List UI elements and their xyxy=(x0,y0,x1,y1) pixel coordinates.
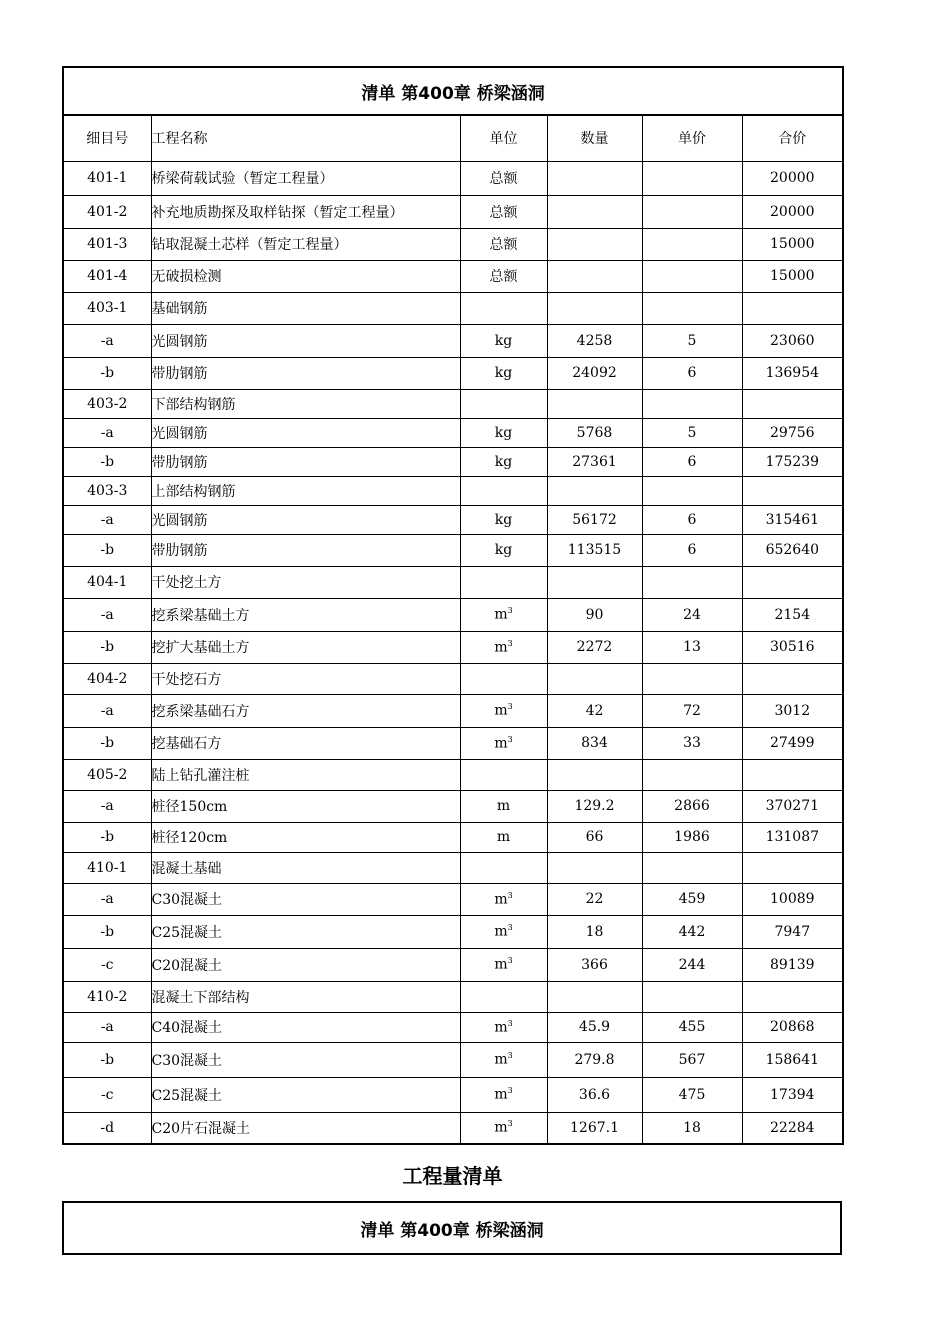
item-name: 基础钢筋 xyxy=(151,292,460,324)
item-total: 89139 xyxy=(742,948,843,981)
table-row xyxy=(63,534,843,566)
table-row xyxy=(63,790,843,822)
item-unit-price: 475 xyxy=(642,1077,742,1112)
item-code: 410-1 xyxy=(63,852,151,883)
item-unit-price: 33 xyxy=(642,727,742,759)
table-row xyxy=(63,822,843,852)
item-total: 652640 xyxy=(742,534,843,566)
item-code: -b xyxy=(63,631,151,663)
item-name: 光圆钢筋 xyxy=(151,505,460,534)
item-quantity: 129.2 xyxy=(547,790,642,822)
item-name: 混凝土基础 xyxy=(151,852,460,883)
table-row xyxy=(63,228,843,260)
item-name: 干处挖石方 xyxy=(151,663,460,694)
item-unit: kg xyxy=(460,505,547,534)
item-code: -a xyxy=(63,598,151,631)
item-unit: kg xyxy=(460,534,547,566)
item-name: 挖基础石方 xyxy=(151,727,460,759)
item-quantity xyxy=(547,389,642,418)
table-row xyxy=(63,727,843,759)
item-quantity xyxy=(547,566,642,598)
item-quantity: 66 xyxy=(547,822,642,852)
item-unit-price xyxy=(642,292,742,324)
item-code: -b xyxy=(63,357,151,389)
item-unit xyxy=(460,759,547,790)
item-quantity xyxy=(547,759,642,790)
item-total: 15000 xyxy=(742,228,843,260)
item-unit-price xyxy=(642,476,742,505)
item-name: 带肋钢筋 xyxy=(151,447,460,476)
item-unit: $m^3$ xyxy=(460,1077,547,1112)
item-unit-price: 18 xyxy=(642,1112,742,1144)
item-quantity: 4258 xyxy=(547,324,642,357)
item-total xyxy=(742,852,843,883)
item-unit-price: 442 xyxy=(642,915,742,948)
item-unit xyxy=(460,476,547,505)
table-row xyxy=(63,566,843,598)
item-unit: $m^3$ xyxy=(460,694,547,727)
table-row xyxy=(63,631,843,663)
item-name: C25混凝土 xyxy=(151,915,460,948)
item-code: -b xyxy=(63,822,151,852)
item-unit-price xyxy=(642,566,742,598)
item-quantity: 36.6 xyxy=(547,1077,642,1112)
item-total: 20868 xyxy=(742,1012,843,1042)
next-table-title: 清单 第400章 桥梁涵洞 xyxy=(62,1201,842,1255)
item-quantity xyxy=(547,476,642,505)
table-row xyxy=(63,1042,843,1077)
item-unit xyxy=(460,663,547,694)
table-row xyxy=(63,389,843,418)
item-unit-price: 244 xyxy=(642,948,742,981)
item-unit-price: 5 xyxy=(642,418,742,447)
item-unit-price: 1986 xyxy=(642,822,742,852)
item-name: 混凝土下部结构 xyxy=(151,981,460,1012)
item-unit xyxy=(460,292,547,324)
header-name: 工程名称 xyxy=(151,115,460,161)
item-code: 410-2 xyxy=(63,981,151,1012)
item-total: 175239 xyxy=(742,447,843,476)
item-quantity: 27361 xyxy=(547,447,642,476)
item-name: C25混凝土 xyxy=(151,1077,460,1112)
item-code: 405-2 xyxy=(63,759,151,790)
item-unit-price: 5 xyxy=(642,324,742,357)
item-quantity xyxy=(547,852,642,883)
item-quantity xyxy=(547,195,642,228)
item-total: 131087 xyxy=(742,822,843,852)
item-total: 136954 xyxy=(742,357,843,389)
item-unit: 总额 xyxy=(460,161,547,195)
table-row xyxy=(63,663,843,694)
item-unit-price: 24 xyxy=(642,598,742,631)
item-code: -a xyxy=(63,324,151,357)
item-unit-price: 455 xyxy=(642,1012,742,1042)
item-total: 315461 xyxy=(742,505,843,534)
item-quantity: 834 xyxy=(547,727,642,759)
item-code: -a xyxy=(63,1012,151,1042)
item-name: 挖系梁基础石方 xyxy=(151,694,460,727)
item-total: 2154 xyxy=(742,598,843,631)
item-quantity xyxy=(547,663,642,694)
table-row xyxy=(63,981,843,1012)
item-name: 挖扩大基础土方 xyxy=(151,631,460,663)
item-unit: m xyxy=(460,790,547,822)
item-unit xyxy=(460,852,547,883)
header-quantity: 数量 xyxy=(547,115,642,161)
item-quantity xyxy=(547,228,642,260)
item-code: -b xyxy=(63,915,151,948)
item-unit-price: 6 xyxy=(642,534,742,566)
table-row xyxy=(63,852,843,883)
item-name: 挖系梁基础土方 xyxy=(151,598,460,631)
item-quantity: 24092 xyxy=(547,357,642,389)
table-row xyxy=(63,694,843,727)
item-code: -c xyxy=(63,948,151,981)
item-unit: $m^3$ xyxy=(460,727,547,759)
item-total xyxy=(742,663,843,694)
item-unit-price: 459 xyxy=(642,883,742,915)
item-quantity: 18 xyxy=(547,915,642,948)
item-total xyxy=(742,476,843,505)
item-name: 光圆钢筋 xyxy=(151,324,460,357)
item-total: 3012 xyxy=(742,694,843,727)
item-total xyxy=(742,981,843,1012)
table-row xyxy=(63,324,843,357)
item-unit-price xyxy=(642,161,742,195)
item-unit-price: 13 xyxy=(642,631,742,663)
item-total: 15000 xyxy=(742,260,843,292)
item-code: 403-3 xyxy=(63,476,151,505)
item-total xyxy=(742,759,843,790)
item-code: 401-1 xyxy=(63,161,151,195)
item-name: 桩径150cm xyxy=(151,790,460,822)
item-name: C40混凝土 xyxy=(151,1012,460,1042)
table-row xyxy=(63,161,843,195)
item-code: -b xyxy=(63,727,151,759)
item-quantity xyxy=(547,292,642,324)
item-unit: $m^3$ xyxy=(460,1012,547,1042)
item-unit-price xyxy=(642,663,742,694)
item-total: 17394 xyxy=(742,1077,843,1112)
item-name: C20片石混凝土 xyxy=(151,1112,460,1144)
item-unit: 总额 xyxy=(460,260,547,292)
item-unit-price: 567 xyxy=(642,1042,742,1077)
item-quantity: 56172 xyxy=(547,505,642,534)
item-unit-price: 6 xyxy=(642,357,742,389)
table-row xyxy=(63,598,843,631)
item-code: -c xyxy=(63,1077,151,1112)
table-title: 清单 第400章 桥梁涵洞 xyxy=(63,67,843,115)
item-name: 无破损检测 xyxy=(151,260,460,292)
item-quantity: 45.9 xyxy=(547,1012,642,1042)
item-name: C30混凝土 xyxy=(151,883,460,915)
item-total: 30516 xyxy=(742,631,843,663)
item-unit: $m^3$ xyxy=(460,948,547,981)
item-code: -b xyxy=(63,1042,151,1077)
item-code: -a xyxy=(63,883,151,915)
item-unit: $m^3$ xyxy=(460,598,547,631)
item-code: -b xyxy=(63,447,151,476)
item-code: 404-1 xyxy=(63,566,151,598)
item-total: 20000 xyxy=(742,195,843,228)
item-name: 干处挖土方 xyxy=(151,566,460,598)
item-total: 20000 xyxy=(742,161,843,195)
item-quantity: 113515 xyxy=(547,534,642,566)
item-name: 带肋钢筋 xyxy=(151,357,460,389)
item-code: 401-4 xyxy=(63,260,151,292)
table-title-row xyxy=(63,67,843,115)
item-unit-price: 2866 xyxy=(642,790,742,822)
item-name: 光圆钢筋 xyxy=(151,418,460,447)
table-row xyxy=(63,915,843,948)
item-unit: $m^3$ xyxy=(460,1042,547,1077)
item-quantity: 90 xyxy=(547,598,642,631)
item-unit: kg xyxy=(460,447,547,476)
table-row xyxy=(63,1112,843,1144)
item-unit: 总额 xyxy=(460,228,547,260)
item-code: -a xyxy=(63,790,151,822)
table-row xyxy=(63,759,843,790)
item-quantity: 1267.1 xyxy=(547,1112,642,1144)
item-unit-price xyxy=(642,260,742,292)
item-quantity: 42 xyxy=(547,694,642,727)
item-unit: kg xyxy=(460,324,547,357)
item-total: 10089 xyxy=(742,883,843,915)
item-name: 下部结构钢筋 xyxy=(151,389,460,418)
item-total: 22284 xyxy=(742,1112,843,1144)
table-row xyxy=(63,1077,843,1112)
item-total: 7947 xyxy=(742,915,843,948)
item-unit-price: 72 xyxy=(642,694,742,727)
item-unit: kg xyxy=(460,418,547,447)
item-unit-price xyxy=(642,228,742,260)
item-code: 404-2 xyxy=(63,663,151,694)
item-code: -a xyxy=(63,418,151,447)
header-code: 细目号 xyxy=(63,115,151,161)
item-unit-price: 6 xyxy=(642,447,742,476)
table-row xyxy=(63,948,843,981)
table-row xyxy=(63,357,843,389)
table-row xyxy=(63,260,843,292)
item-name: 陆上钻孔灌注桩 xyxy=(151,759,460,790)
table-row xyxy=(63,476,843,505)
header-total: 合价 xyxy=(742,115,843,161)
item-unit xyxy=(460,981,547,1012)
table-row xyxy=(63,195,843,228)
item-name: 带肋钢筋 xyxy=(151,534,460,566)
item-name: 桥梁荷载试验（暂定工程量） xyxy=(151,161,460,195)
item-code: -a xyxy=(63,505,151,534)
item-unit: $m^3$ xyxy=(460,1112,547,1144)
item-quantity: 2272 xyxy=(547,631,642,663)
header-unit: 单位 xyxy=(460,115,547,161)
item-code: 401-2 xyxy=(63,195,151,228)
item-unit: kg xyxy=(460,357,547,389)
table-row xyxy=(63,505,843,534)
item-code: 403-2 xyxy=(63,389,151,418)
item-name: 补充地质勘探及取样钻探（暂定工程量） xyxy=(151,195,460,228)
item-unit-price: 6 xyxy=(642,505,742,534)
item-quantity: 366 xyxy=(547,948,642,981)
item-code: 403-1 xyxy=(63,292,151,324)
section-subtitle: 工程量清单 xyxy=(402,1164,503,1188)
item-quantity: 279.8 xyxy=(547,1042,642,1077)
item-total: 27499 xyxy=(742,727,843,759)
table-row xyxy=(63,1012,843,1042)
table-row xyxy=(63,418,843,447)
header-unit-price: 单价 xyxy=(642,115,742,161)
item-name: C30混凝土 xyxy=(151,1042,460,1077)
item-unit-price xyxy=(642,389,742,418)
item-total xyxy=(742,566,843,598)
table-header-row xyxy=(63,115,843,161)
table-row xyxy=(63,883,843,915)
item-code: -a xyxy=(63,694,151,727)
item-total xyxy=(742,389,843,418)
item-quantity: 5768 xyxy=(547,418,642,447)
item-total: 29756 xyxy=(742,418,843,447)
table-row xyxy=(63,447,843,476)
item-unit xyxy=(460,389,547,418)
bill-of-quantities-table xyxy=(62,66,844,1145)
item-unit: $m^3$ xyxy=(460,915,547,948)
item-unit xyxy=(460,566,547,598)
item-total: 23060 xyxy=(742,324,843,357)
item-unit-price xyxy=(642,759,742,790)
item-name: C20混凝土 xyxy=(151,948,460,981)
item-total xyxy=(742,292,843,324)
table-row xyxy=(63,292,843,324)
item-unit: 总额 xyxy=(460,195,547,228)
item-unit-price xyxy=(642,195,742,228)
item-unit: $m^3$ xyxy=(460,631,547,663)
item-quantity xyxy=(547,981,642,1012)
item-quantity xyxy=(547,260,642,292)
item-name: 钻取混凝土芯样（暂定工程量） xyxy=(151,228,460,260)
item-total: 158641 xyxy=(742,1042,843,1077)
item-name: 桩径120cm xyxy=(151,822,460,852)
item-code: -b xyxy=(63,534,151,566)
item-unit: $m^3$ xyxy=(460,883,547,915)
item-name: 上部结构钢筋 xyxy=(151,476,460,505)
item-quantity: 22 xyxy=(547,883,642,915)
item-unit-price xyxy=(642,981,742,1012)
item-code: -d xyxy=(63,1112,151,1144)
item-code: 401-3 xyxy=(63,228,151,260)
item-quantity xyxy=(547,161,642,195)
item-unit: m xyxy=(460,822,547,852)
item-total: 370271 xyxy=(742,790,843,822)
item-unit-price xyxy=(642,852,742,883)
